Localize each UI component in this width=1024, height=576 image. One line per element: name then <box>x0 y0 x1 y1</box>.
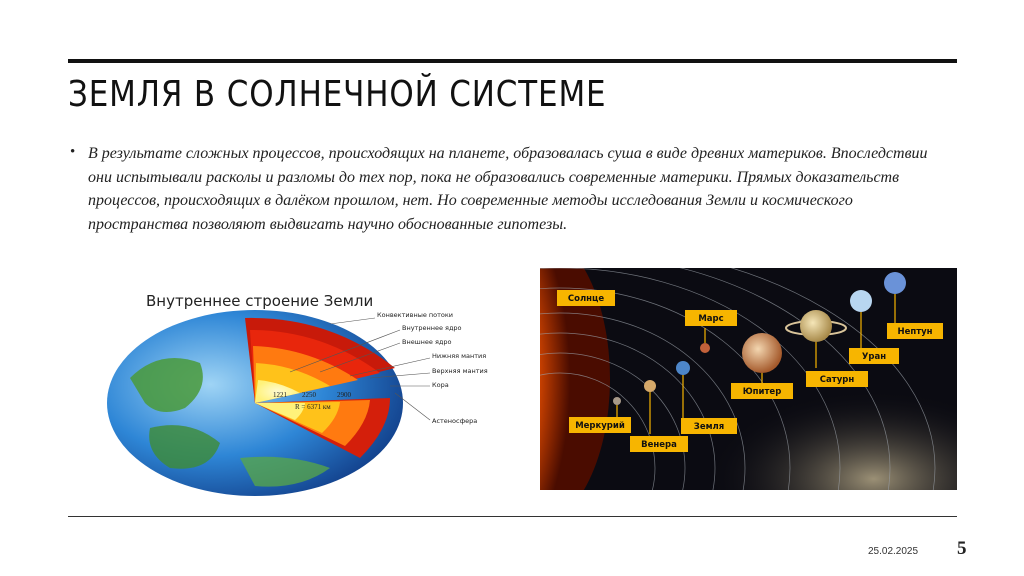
page-number: 5 <box>957 538 967 559</box>
label-venus: Венера <box>641 440 677 450</box>
label-upper-mantle: Верхняя мантия <box>432 367 488 375</box>
venus-planet <box>644 380 656 392</box>
radius-label: R = 6371 км <box>295 403 331 411</box>
label-saturn: Сатурн <box>819 375 855 385</box>
saturn-planet <box>800 310 832 342</box>
depth-label-1221: 1221 <box>273 391 287 399</box>
footer-rule <box>68 516 957 517</box>
bullet-paragraph: В результате сложных процессов, происходящих на планете, образовалась суша в виде древних материков. Впоследствии они испытывали расколы и разломы до тех пор, пока не образовались современные материки. Прямых доказательств процессов, происходящих в далёком прошлом, нет. Но современные методы исследования Земли и космического пространства позволяют выдвигать научно обоснованные гипотезы. <box>88 145 928 233</box>
label-asthenosphere: Астеносфера <box>432 417 478 425</box>
label-mars: Марс <box>698 314 724 324</box>
label-mercury: Меркурий <box>575 421 625 431</box>
neptune-planet <box>884 272 906 294</box>
label-lower-mantle: Нижняя мантия <box>432 352 487 360</box>
label-uranus: Уран <box>861 352 887 362</box>
label-outer-core: Внешнее ядро <box>402 338 452 346</box>
label-crust: Кора <box>432 381 449 389</box>
mars-planet <box>700 343 710 353</box>
depth-label-2900: 2900 <box>337 391 351 399</box>
jupiter-planet <box>742 333 782 373</box>
earth-planet <box>676 361 690 375</box>
earth-structure-figure <box>90 268 527 496</box>
depth-label-2250: 2250 <box>302 391 316 399</box>
mercury-planet <box>613 397 621 405</box>
globe-illustration <box>107 310 403 496</box>
solar-system-figure <box>540 268 957 490</box>
bullet-marker: • <box>70 144 76 160</box>
label-neptune: Нептун <box>897 327 933 337</box>
earth-figure-title: Внутреннее строение Земли <box>146 292 374 310</box>
label-convective-flows: Конвективные потоки <box>377 311 454 319</box>
label-earth: Земля <box>693 422 725 432</box>
title-top-rule <box>68 59 957 63</box>
uranus-planet <box>850 290 872 312</box>
slide-title: ЗЕМЛЯ В СОЛНЕЧНОЙ СИСТЕМЕ <box>68 74 607 115</box>
slide-date: 25.02.2025 <box>868 546 919 557</box>
label-jupiter: Юпитер <box>742 387 782 397</box>
label-sun: Солнце <box>567 294 605 304</box>
label-inner-core: Внутреннее ядро <box>402 324 462 332</box>
